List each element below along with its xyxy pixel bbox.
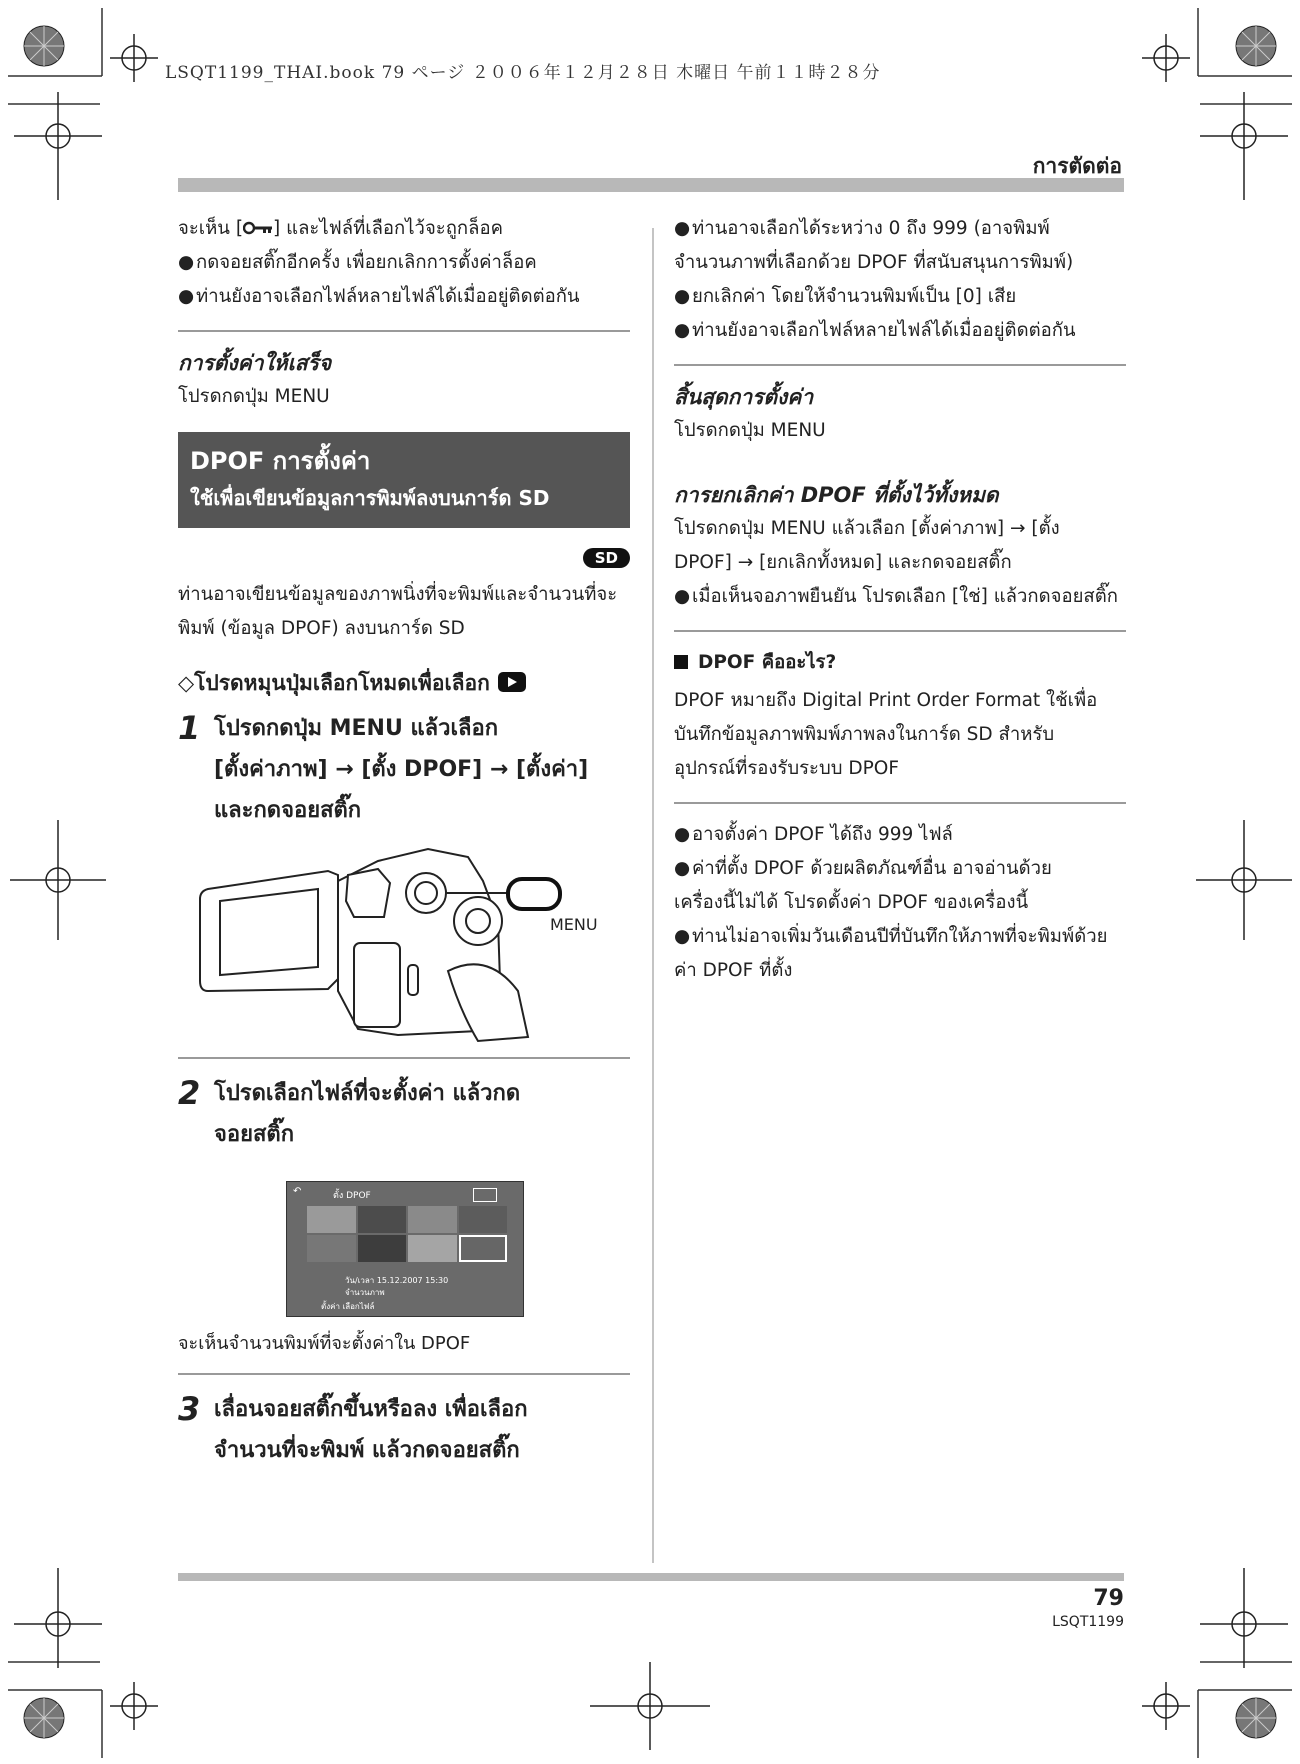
divider <box>178 1373 630 1375</box>
footer-bar <box>178 1573 1124 1581</box>
list-item: ●ค่าที่ตั้ง DPOF ด้วยผลิตภัณฑ์อื่น อาจอ่านด้วย เครื่องนี้ไม่ได้ โปรดตั้งค่า DPOF ของเครื่องนี้ <box>674 858 1052 913</box>
mode-instruction: ◇โปรดหมุนปุ่มเลือกโหมดเพื่อเลือก <box>178 664 630 702</box>
dpof-desc-line2: พิมพ์ (ข้อมูล DPOF) ลงบนการ์ด SD <box>178 618 465 639</box>
what-heading: DPOF คืออะไร? <box>674 646 1126 680</box>
camcorder-icon <box>178 841 630 1047</box>
square-bullet-icon <box>674 655 688 669</box>
thumbnail-selected[interactable] <box>459 1235 508 1262</box>
cancel-line1: โปรดกดปุ่ม MENU แล้วเลือก [ตั้งค่าภาพ] → [ตั้ง <box>674 518 1060 539</box>
step-number: 2 <box>178 1074 201 1112</box>
list-item: ●ท่านอาจเลือกได้ระหว่าง 0 ถึง 999 (อาจพิมพ์ จำนวนภาพที่เลือกด้วย DPOF ที่สนับสนุนการพิมพ์) <box>674 218 1074 273</box>
print-info-line: LSQT1199_THAI.book 79 ページ ２００６年１２月２８日 木曜日 午前１１時２８分 <box>165 63 881 83</box>
card-icon <box>473 1188 497 1202</box>
divider <box>178 1057 630 1059</box>
list-item: ●เมื่อเห็นจอภาพยืนยัน โปรดเลือก [ใช่] แล้วกดจอยสติ๊ก <box>674 586 1118 607</box>
lock-intro-post: ] และไฟล์ที่เลือกไว้จะถูกล็อค <box>273 218 503 239</box>
thumbnail[interactable] <box>408 1206 457 1233</box>
cancel-line2: DPOF] → [ยกเลิกทั้งหมด] และกดจอยสติ๊ก <box>674 552 1012 573</box>
lock-intro-pre: จะเห็น [ <box>178 218 244 239</box>
dpof-desc-line1: ท่านอาจเขียนข้อมูลของภาพนิ่งที่จะพิมพ์และจำนวนที่จะ <box>178 584 618 605</box>
list-item: ●กดจอยสติ๊กอีกครั้ง เพื่อยกเลิกการตั้งค่าล็อค <box>178 252 537 273</box>
left-column <box>178 212 630 1471</box>
step-number: 3 <box>178 1390 201 1428</box>
list-item: ●ท่านไม่อาจเพิ่มวันเดือนปีที่บันทึกให้ภาพที่จะพิมพ์ด้วย ค่า DPOF ที่ตั้ง <box>674 926 1108 981</box>
step1-line1: โปรดกดปุ่ม MENU แล้วเลือก <box>214 716 499 741</box>
key-icon <box>243 221 273 235</box>
step-2 <box>178 1073 630 1155</box>
back-icon: ↶ <box>293 1186 302 1197</box>
sd-badge-row <box>178 548 630 568</box>
screen-date: วัน/เวลา 15.12.2007 15:30 <box>345 1276 449 1285</box>
finish-text: โปรดกดปุ่ม MENU <box>178 386 330 407</box>
camcorder-illustration <box>178 841 630 1047</box>
document-code: LSQT1199 <box>1052 1614 1124 1630</box>
thumbnail[interactable] <box>358 1235 407 1262</box>
column-separator <box>652 228 654 1563</box>
step3-line2: จำนวนที่จะพิมพ์ แล้วกดจอยสติ๊ก <box>214 1438 520 1463</box>
step2-line1: โปรดเลือกไฟล์ที่จะตั้งค่า แล้วกด <box>214 1081 521 1106</box>
step3-line1: เลื่อนจอยสติ๊กขึ้นหรือลง เพื่อเลือก <box>214 1397 528 1422</box>
end-text: โปรดกดปุ่ม MENU <box>674 420 826 441</box>
end-heading: สิ้นสุดการตั้งค่า <box>674 385 814 409</box>
step2-line2: จอยสติ๊ก <box>214 1122 295 1147</box>
thumbnail[interactable] <box>307 1235 356 1262</box>
divider <box>674 802 1126 804</box>
list-item: ●ท่านยังอาจเลือกไฟล์หลายไฟล์ได้เมื่ออยู่ติดต่อกัน <box>178 286 580 307</box>
cancel-heading: การยกเลิกค่า DPOF ที่ตั้งไว้ทั้งหมด <box>674 483 999 507</box>
step1-line2: [ตั้งค่าภาพ] → [ตั้ง DPOF] → [ตั้งค่า] <box>214 757 589 782</box>
step-number: 1 <box>178 709 201 747</box>
step-3 <box>178 1389 630 1471</box>
step1-line3: และกดจอยสติ๊ก <box>214 798 362 823</box>
list-item: ●อาจตั้งค่า DPOF ได้ถึง 999 ไฟล์ <box>674 824 953 845</box>
page-number: 79 <box>1093 1586 1124 1611</box>
menu-button-label: MENU <box>550 915 598 934</box>
dpof-screen-preview <box>286 1181 524 1317</box>
divider <box>674 364 1126 366</box>
lock-intro <box>178 212 630 246</box>
screen-count: จำนวนภาพ <box>345 1288 385 1297</box>
list-item: ●ท่านยังอาจเลือกไฟล์หลายไฟล์ได้เมื่ออยู่ติดต่อกัน <box>674 320 1076 341</box>
list-item: ●ยกเลิกค่า โดยให้จำนวนพิมพ์เป็น [0] เสีย <box>674 286 1017 307</box>
screen-title: ตั้ง DPOF <box>333 1191 371 1201</box>
thumbnail-grid <box>307 1206 507 1262</box>
divider <box>674 630 1126 632</box>
playback-mode-icon <box>497 670 527 694</box>
what-line1: DPOF หมายถึง Digital Print Order Format ใช้เพื่อ <box>674 690 1098 711</box>
thumbnail[interactable] <box>459 1206 508 1233</box>
divider <box>178 330 630 332</box>
dpof-title-box <box>178 432 630 528</box>
right-column <box>674 212 1126 988</box>
screen-footer: ตั้งค่า เลือกไฟล์ <box>321 1302 375 1311</box>
thumbnail[interactable] <box>358 1206 407 1233</box>
screen-caption: จะเห็นจำนวนพิมพ์ที่จะตั้งค่าใน DPOF <box>178 1333 471 1354</box>
header-bar <box>178 178 1124 192</box>
sd-badge: SD <box>583 548 630 568</box>
thumbnail[interactable] <box>408 1235 457 1262</box>
dpof-title: DPOF การตั้งค่า <box>190 447 371 475</box>
thumbnail[interactable] <box>307 1206 356 1233</box>
section-title: การตัดต่อ <box>1032 154 1122 178</box>
dpof-subtitle: ใช้เพื่อเขียนข้อมูลการพิมพ์ลงบนการ์ด SD <box>190 486 550 510</box>
finish-heading: การตั้งค่าให้เสร็จ <box>178 351 332 375</box>
what-line2: บันทึกข้อมูลภาพพิมพ์ภาพลงในการ์ด SD สำหรับ <box>674 724 1055 745</box>
what-line3: อุปกรณ์ที่รองรับระบบ DPOF <box>674 758 899 779</box>
step-1 <box>178 708 630 831</box>
